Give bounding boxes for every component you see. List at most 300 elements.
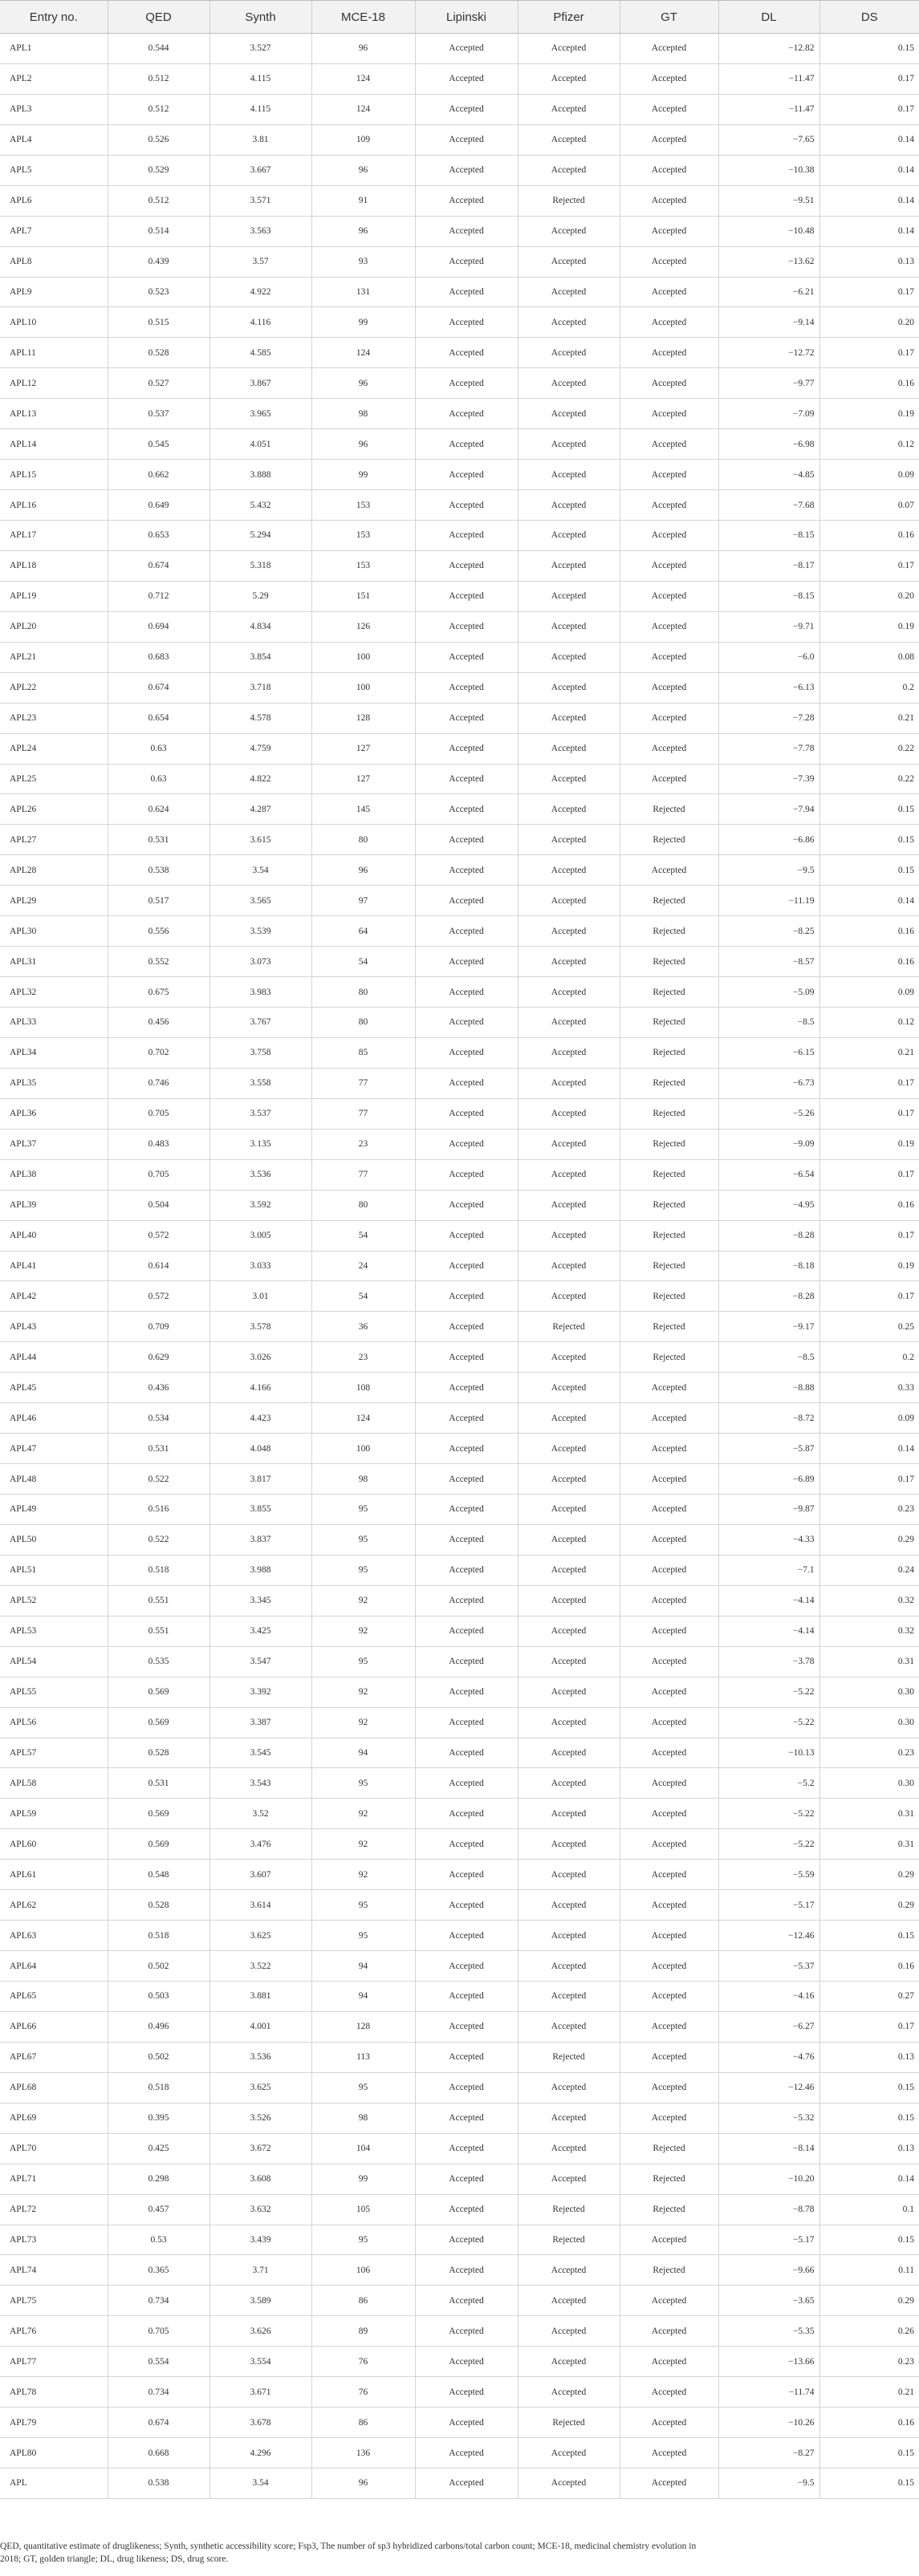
cell-gt: Accepted	[620, 1495, 718, 1525]
cell-lipinski: Accepted	[415, 977, 518, 1008]
cell-ds: 0.26	[819, 2316, 919, 2347]
table-row	[0, 1342, 919, 1373]
table-row	[0, 490, 919, 521]
cell-ds: 0.15	[819, 1921, 919, 1951]
cell-synth: 3.592	[209, 1190, 311, 1220]
cell-synth: 3.033	[209, 1251, 311, 1281]
cell-entry-no: APL56	[0, 1707, 108, 1738]
table-row	[0, 307, 919, 338]
cell-dl: −4.14	[718, 1585, 819, 1616]
table-row	[0, 1464, 919, 1495]
cell-synth: 4.585	[209, 338, 311, 368]
cell-lipinski: Accepted	[415, 63, 518, 94]
cell-mce-18: 76	[311, 2377, 415, 2408]
cell-qed: 0.522	[108, 1464, 209, 1495]
cell-mce-18: 105	[311, 2194, 415, 2225]
cell-mce-18: 95	[311, 1768, 415, 1799]
table-row	[0, 1616, 919, 1646]
cell-lipinski: Accepted	[415, 855, 518, 886]
table-row	[0, 1434, 919, 1464]
cell-ds: 0.15	[819, 794, 919, 825]
cell-entry-no: APL57	[0, 1738, 108, 1768]
cell-lipinski: Accepted	[415, 1037, 518, 1068]
cell-gt: Rejected	[620, 794, 718, 825]
cell-pfizer: Accepted	[518, 794, 620, 825]
cell-pfizer: Accepted	[518, 733, 620, 764]
cell-synth: 3.476	[209, 1829, 311, 1860]
cell-ds: 0.23	[819, 2347, 919, 2377]
cell-gt: Accepted	[620, 1707, 718, 1738]
cell-lipinski: Accepted	[415, 642, 518, 672]
cell-gt: Accepted	[620, 2438, 718, 2468]
table-row	[0, 124, 919, 155]
cell-gt: Accepted	[620, 2377, 718, 2408]
cell-pfizer: Accepted	[518, 2347, 620, 2377]
table-row	[0, 155, 919, 185]
cell-gt: Rejected	[620, 1190, 718, 1220]
cell-mce-18: 136	[311, 2438, 415, 2468]
cell-ds: 0.15	[819, 34, 919, 64]
cell-ds: 0.23	[819, 1495, 919, 1525]
cell-qed: 0.662	[108, 460, 209, 490]
cell-qed: 0.569	[108, 1677, 209, 1707]
cell-mce-18: 104	[311, 2133, 415, 2164]
cell-qed: 0.746	[108, 1068, 209, 1098]
cell-ds: 0.30	[819, 1677, 919, 1707]
cell-synth: 3.073	[209, 947, 311, 977]
cell-synth: 4.166	[209, 1373, 311, 1403]
cell-pfizer: Rejected	[518, 185, 620, 216]
cell-dl: −8.28	[718, 1281, 819, 1312]
cell-gt: Accepted	[620, 1646, 718, 1677]
cell-gt: Accepted	[620, 733, 718, 764]
cell-pfizer: Accepted	[518, 307, 620, 338]
cell-synth: 3.767	[209, 1008, 311, 1038]
cell-mce-18: 92	[311, 1707, 415, 1738]
cell-qed: 0.518	[108, 1921, 209, 1951]
cell-gt: Accepted	[620, 155, 718, 185]
cell-mce-18: 109	[311, 124, 415, 155]
cell-mce-18: 95	[311, 2072, 415, 2103]
cell-mce-18: 93	[311, 246, 415, 277]
cell-lipinski: Accepted	[415, 338, 518, 368]
cell-pfizer: Accepted	[518, 2316, 620, 2347]
cell-mce-18: 94	[311, 1951, 415, 1982]
cell-pfizer: Accepted	[518, 2011, 620, 2042]
table-row	[0, 1951, 919, 1982]
cell-lipinski: Accepted	[415, 2164, 518, 2194]
cell-ds: 0.17	[819, 1098, 919, 1129]
footnote-line-2: 2018; GT, golden triangle; DL, drug likeness; DS, drug score.	[0, 2554, 229, 2564]
cell-gt: Rejected	[620, 1068, 718, 1098]
cell-dl: −12.46	[718, 2072, 819, 2103]
cell-gt: Accepted	[620, 185, 718, 216]
cell-dl: −3.65	[718, 2286, 819, 2316]
table-row	[0, 2011, 919, 2042]
cell-gt: Rejected	[620, 2133, 718, 2164]
cell-lipinski: Accepted	[415, 246, 518, 277]
cell-ds: 0.17	[819, 1159, 919, 1190]
cell-entry-no: APL29	[0, 886, 108, 916]
cell-entry-no: APL24	[0, 733, 108, 764]
cell-entry-no: APL70	[0, 2133, 108, 2164]
table-row	[0, 2164, 919, 2194]
cell-lipinski: Accepted	[415, 2072, 518, 2103]
cell-ds: 0.17	[819, 1068, 919, 1098]
table-row	[0, 947, 919, 977]
cell-pfizer: Accepted	[518, 246, 620, 277]
table-row	[0, 794, 919, 825]
cell-pfizer: Accepted	[518, 1220, 620, 1251]
cell-qed: 0.439	[108, 246, 209, 277]
cell-synth: 5.318	[209, 550, 311, 581]
cell-mce-18: 96	[311, 216, 415, 246]
cell-dl: −6.54	[718, 1159, 819, 1190]
cell-qed: 0.705	[108, 1159, 209, 1190]
cell-synth: 3.625	[209, 2072, 311, 2103]
cell-entry-no: APL78	[0, 2377, 108, 2408]
cell-synth: 5.294	[209, 521, 311, 551]
cell-mce-18: 124	[311, 1403, 415, 1434]
cell-gt: Rejected	[620, 1251, 718, 1281]
cell-lipinski: Accepted	[415, 368, 518, 399]
cell-dl: −12.72	[718, 338, 819, 368]
cell-pfizer: Accepted	[518, 429, 620, 460]
cell-entry-no: APL47	[0, 1434, 108, 1464]
cell-mce-18: 100	[311, 642, 415, 672]
cell-pfizer: Accepted	[518, 216, 620, 246]
cell-qed: 0.531	[108, 1768, 209, 1799]
cell-synth: 3.672	[209, 2133, 311, 2164]
cell-mce-18: 127	[311, 733, 415, 764]
cell-entry-no: APL67	[0, 2042, 108, 2072]
cell-qed: 0.531	[108, 825, 209, 855]
cell-mce-18: 95	[311, 1890, 415, 1921]
cell-synth: 3.671	[209, 2377, 311, 2408]
cell-dl: −7.1	[718, 1555, 819, 1585]
cell-dl: −11.74	[718, 2377, 819, 2408]
cell-entry-no: APL21	[0, 642, 108, 672]
table-row	[0, 2438, 919, 2468]
cell-gt: Accepted	[620, 1799, 718, 1829]
cell-gt: Accepted	[620, 611, 718, 642]
cell-qed: 0.709	[108, 1312, 209, 1342]
cell-ds: 0.29	[819, 1524, 919, 1555]
table-row	[0, 2286, 919, 2316]
cell-gt: Accepted	[620, 124, 718, 155]
cell-synth: 3.855	[209, 1495, 311, 1525]
cell-mce-18: 124	[311, 63, 415, 94]
cell-ds: 0.25	[819, 1312, 919, 1342]
cell-gt: Accepted	[620, 94, 718, 124]
cell-synth: 3.01	[209, 1281, 311, 1312]
cell-pfizer: Accepted	[518, 977, 620, 1008]
cell-gt: Rejected	[620, 1037, 718, 1068]
cell-ds: 0.09	[819, 460, 919, 490]
cell-ds: 0.16	[819, 1951, 919, 1982]
cell-mce-18: 76	[311, 2347, 415, 2377]
cell-pfizer: Accepted	[518, 399, 620, 429]
cell-qed: 0.654	[108, 703, 209, 733]
cell-pfizer: Accepted	[518, 855, 620, 886]
cell-entry-no: APL80	[0, 2438, 108, 2468]
cell-qed: 0.653	[108, 521, 209, 551]
cell-gt: Accepted	[620, 2011, 718, 2042]
cell-lipinski: Accepted	[415, 1799, 518, 1829]
cell-qed: 0.569	[108, 1799, 209, 1829]
cell-synth: 3.536	[209, 2042, 311, 2072]
cell-entry-no: APL79	[0, 2408, 108, 2438]
table-body	[0, 34, 919, 2499]
cell-entry-no: APL65	[0, 1982, 108, 2012]
table-row	[0, 1190, 919, 1220]
cell-lipinski: Accepted	[415, 1951, 518, 1982]
table-row	[0, 1738, 919, 1768]
cell-gt: Accepted	[620, 2072, 718, 2103]
cell-dl: −9.5	[718, 2468, 819, 2499]
cell-ds: 0.14	[819, 886, 919, 916]
cell-pfizer: Accepted	[518, 1464, 620, 1495]
cell-dl: −6.86	[718, 825, 819, 855]
cell-entry-no: APL60	[0, 1829, 108, 1860]
cell-pfizer: Accepted	[518, 916, 620, 947]
table-row	[0, 1495, 919, 1525]
cell-entry-no: APL3	[0, 94, 108, 124]
cell-mce-18: 36	[311, 1312, 415, 1342]
cell-qed: 0.518	[108, 2072, 209, 2103]
cell-dl: −5.59	[718, 1860, 819, 1890]
cell-lipinski: Accepted	[415, 1403, 518, 1434]
cell-synth: 3.578	[209, 1312, 311, 1342]
cell-dl: −9.14	[718, 307, 819, 338]
cell-ds: 0.33	[819, 1373, 919, 1403]
cell-entry-no: APL75	[0, 2286, 108, 2316]
cell-entry-no: APL13	[0, 399, 108, 429]
cell-ds: 0.14	[819, 124, 919, 155]
cell-ds: 0.15	[819, 2468, 919, 2499]
cell-dl: −10.13	[718, 1738, 819, 1768]
cell-qed: 0.535	[108, 1646, 209, 1677]
cell-pfizer: Accepted	[518, 521, 620, 551]
cell-entry-no: APL12	[0, 368, 108, 399]
cell-mce-18: 92	[311, 1799, 415, 1829]
cell-pfizer: Accepted	[518, 581, 620, 611]
cell-pfizer: Accepted	[518, 1403, 620, 1434]
cell-gt: Accepted	[620, 1373, 718, 1403]
cell-dl: −4.33	[718, 1524, 819, 1555]
cell-gt: Accepted	[620, 1738, 718, 1768]
cell-lipinski: Accepted	[415, 1342, 518, 1373]
cell-dl: −5.22	[718, 1707, 819, 1738]
table-row	[0, 1799, 919, 1829]
table-row	[0, 1585, 919, 1616]
cell-mce-18: 89	[311, 2316, 415, 2347]
cell-ds: 0.17	[819, 277, 919, 307]
cell-gt: Accepted	[620, 550, 718, 581]
cell-synth: 3.554	[209, 2347, 311, 2377]
cell-lipinski: Accepted	[415, 1434, 518, 1464]
table-row	[0, 460, 919, 490]
table-row	[0, 1159, 919, 1190]
cell-synth: 3.614	[209, 1890, 311, 1921]
column-header-qed: QED	[108, 1, 209, 34]
cell-pfizer: Accepted	[518, 1129, 620, 1159]
cell-ds: 0.30	[819, 1707, 919, 1738]
cell-pfizer: Accepted	[518, 1008, 620, 1038]
cell-synth: 4.051	[209, 429, 311, 460]
cell-lipinski: Accepted	[415, 1373, 518, 1403]
cell-entry-no: APL1	[0, 34, 108, 64]
cell-gt: Rejected	[620, 977, 718, 1008]
cell-qed: 0.514	[108, 216, 209, 246]
table-row	[0, 672, 919, 703]
cell-dl: −9.66	[718, 2255, 819, 2286]
table-row	[0, 185, 919, 216]
table-row	[0, 63, 919, 94]
cell-gt: Accepted	[620, 2042, 718, 2072]
cell-lipinski: Accepted	[415, 2347, 518, 2377]
cell-entry-no: APL43	[0, 1312, 108, 1342]
table-row	[0, 1555, 919, 1585]
cell-lipinski: Accepted	[415, 2011, 518, 2042]
cell-ds: 0.15	[819, 2072, 919, 2103]
cell-gt: Accepted	[620, 521, 718, 551]
cell-mce-18: 96	[311, 855, 415, 886]
cell-dl: −8.5	[718, 1008, 819, 1038]
cell-lipinski: Accepted	[415, 611, 518, 642]
cell-lipinski: Accepted	[415, 1524, 518, 1555]
cell-synth: 3.563	[209, 216, 311, 246]
cell-synth: 3.71	[209, 2255, 311, 2286]
cell-gt: Rejected	[620, 2164, 718, 2194]
cell-ds: 0.23	[819, 1738, 919, 1768]
cell-lipinski: Accepted	[415, 1129, 518, 1159]
cell-ds: 0.29	[819, 1860, 919, 1890]
cell-entry-no: APL37	[0, 1129, 108, 1159]
cell-qed: 0.552	[108, 947, 209, 977]
cell-lipinski: Accepted	[415, 1738, 518, 1768]
table-row	[0, 1982, 919, 2012]
cell-qed: 0.483	[108, 1129, 209, 1159]
cell-mce-18: 128	[311, 2011, 415, 2042]
cell-ds: 0.30	[819, 1768, 919, 1799]
cell-gt: Rejected	[620, 947, 718, 977]
cell-dl: −4.76	[718, 2042, 819, 2072]
table-row	[0, 216, 919, 246]
table-row	[0, 2194, 919, 2225]
cell-synth: 3.392	[209, 1677, 311, 1707]
cell-dl: −10.20	[718, 2164, 819, 2194]
cell-lipinski: Accepted	[415, 307, 518, 338]
cell-gt: Accepted	[620, 1555, 718, 1585]
cell-dl: −6.13	[718, 672, 819, 703]
table-row	[0, 1129, 919, 1159]
cell-pfizer: Accepted	[518, 1342, 620, 1373]
cell-mce-18: 153	[311, 521, 415, 551]
cell-qed: 0.705	[108, 2316, 209, 2347]
cell-entry-no: APL10	[0, 307, 108, 338]
cell-synth: 3.387	[209, 1707, 311, 1738]
cell-qed: 0.523	[108, 277, 209, 307]
cell-ds: 0.12	[819, 1008, 919, 1038]
table-header	[0, 1, 919, 34]
cell-qed: 0.674	[108, 2408, 209, 2438]
cell-pfizer: Accepted	[518, 460, 620, 490]
cell-mce-18: 98	[311, 2103, 415, 2133]
cell-dl: −8.78	[718, 2194, 819, 2225]
cell-entry-no: APL51	[0, 1555, 108, 1585]
cell-entry-no: APL6	[0, 185, 108, 216]
cell-mce-18: 23	[311, 1342, 415, 1373]
cell-pfizer: Accepted	[518, 338, 620, 368]
cell-dl: −7.65	[718, 124, 819, 155]
cell-entry-no: APL63	[0, 1921, 108, 1951]
cell-ds: 0.15	[819, 855, 919, 886]
cell-lipinski: Accepted	[415, 2286, 518, 2316]
cell-qed: 0.63	[108, 733, 209, 764]
cell-entry-no: APL25	[0, 764, 108, 794]
table-row	[0, 2347, 919, 2377]
cell-mce-18: 108	[311, 1373, 415, 1403]
cell-qed: 0.528	[108, 338, 209, 368]
cell-entry-no: APL54	[0, 1646, 108, 1677]
cell-dl: −5.17	[718, 2225, 819, 2255]
table-row	[0, 825, 919, 855]
cell-dl: −8.28	[718, 1220, 819, 1251]
cell-synth: 3.626	[209, 2316, 311, 2347]
cell-qed: 0.527	[108, 368, 209, 399]
cell-pfizer: Accepted	[518, 1768, 620, 1799]
cell-pfizer: Accepted	[518, 2468, 620, 2499]
cell-qed: 0.531	[108, 1434, 209, 1464]
cell-entry-no: APL5	[0, 155, 108, 185]
cell-gt: Accepted	[620, 1616, 718, 1646]
cell-lipinski: Accepted	[415, 1281, 518, 1312]
cell-synth: 3.345	[209, 1585, 311, 1616]
table-row	[0, 581, 919, 611]
cell-gt: Rejected	[620, 1159, 718, 1190]
cell-pfizer: Rejected	[518, 1312, 620, 1342]
cell-mce-18: 92	[311, 1616, 415, 1646]
cell-mce-18: 95	[311, 2225, 415, 2255]
cell-qed: 0.504	[108, 1190, 209, 1220]
cell-ds: 0.14	[819, 2164, 919, 2194]
cell-mce-18: 95	[311, 1555, 415, 1585]
cell-synth: 5.29	[209, 581, 311, 611]
cell-lipinski: Accepted	[415, 1677, 518, 1707]
cell-lipinski: Accepted	[415, 185, 518, 216]
cell-dl: −11.47	[718, 94, 819, 124]
cell-ds: 0.17	[819, 2011, 919, 2042]
cell-mce-18: 99	[311, 307, 415, 338]
cell-qed: 0.365	[108, 2255, 209, 2286]
cell-dl: −6.27	[718, 2011, 819, 2042]
cell-lipinski: Accepted	[415, 1251, 518, 1281]
column-header-dl: DL	[718, 1, 819, 34]
cell-dl: −8.27	[718, 2438, 819, 2468]
cell-qed: 0.522	[108, 1524, 209, 1555]
cell-dl: −4.85	[718, 460, 819, 490]
cell-lipinski: Accepted	[415, 399, 518, 429]
cell-qed: 0.526	[108, 124, 209, 155]
cell-dl: −11.19	[718, 886, 819, 916]
cell-synth: 4.048	[209, 1434, 311, 1464]
cell-mce-18: 98	[311, 399, 415, 429]
table-row	[0, 550, 919, 581]
cell-dl: −5.35	[718, 2316, 819, 2347]
cell-ds: 0.15	[819, 2225, 919, 2255]
cell-mce-18: 124	[311, 338, 415, 368]
